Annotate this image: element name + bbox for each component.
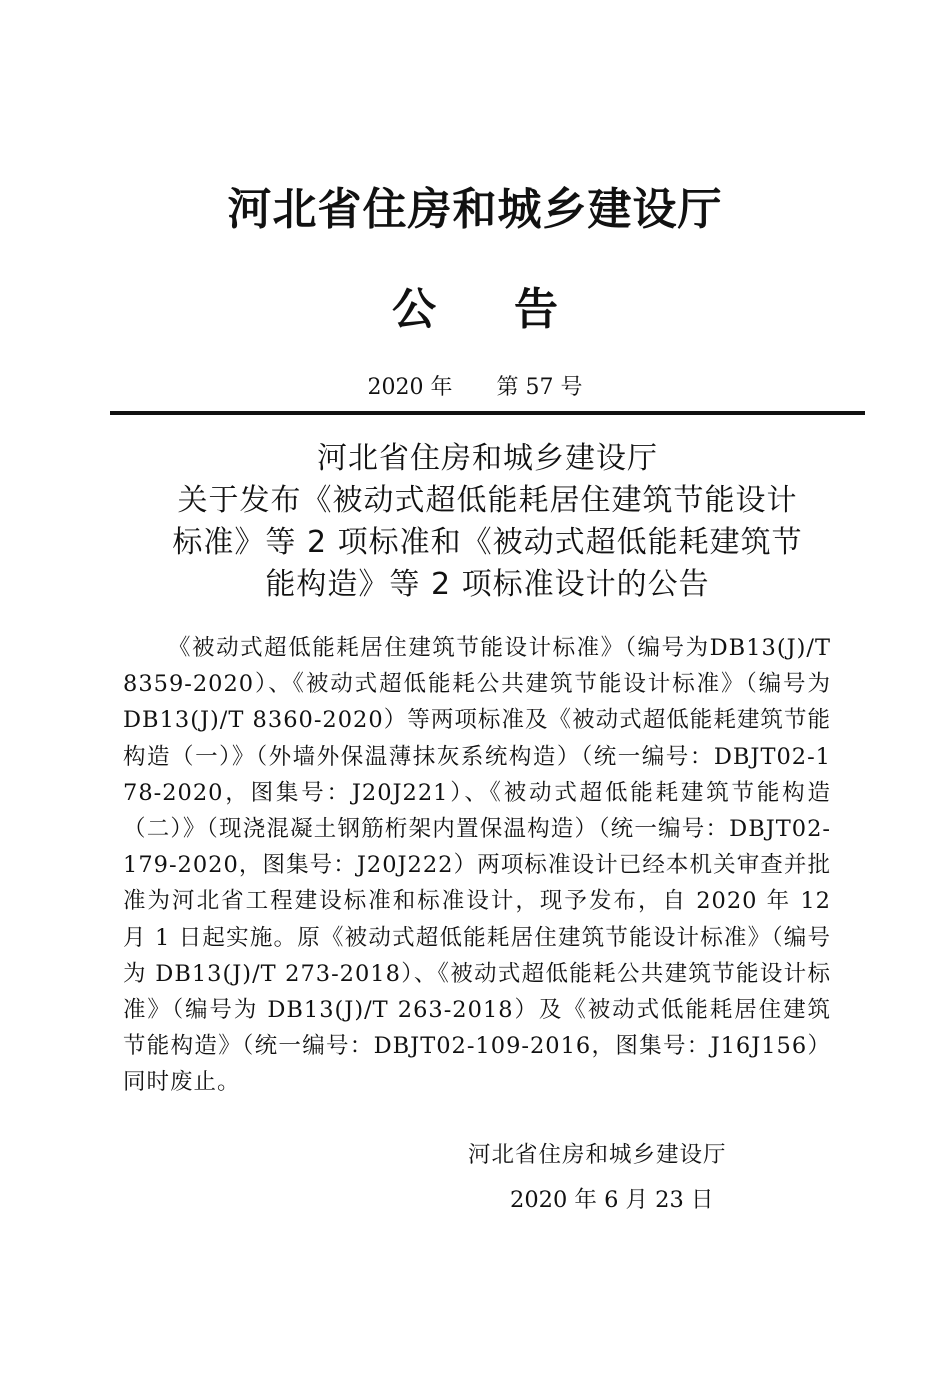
signature-date: 2020 年 6 月 23 日 — [510, 1187, 714, 1213]
issue-seq: 第 57 号 — [496, 375, 583, 400]
document-title — [110, 438, 865, 606]
body-paragraph: 《被动式超低能耗居住建筑节能设计标准》（编号为DB13(J)/T 8359-2020）、《被动式超低能耗公共建筑节能设计标准》（编号为 DB13(J)/T 8360-2020）等两项标准及《被动式超低能耗建筑节能构造（一）》（外墙外保温薄抹灰系统构造）（统一编号：DBJT02-178-2020，图集号：J20J221）、《被动式超低能耗建筑节能构造（二）》（现浇混凝土钢筋桁架内置保温构造）（统一编号：DBJT02-179-2020，图集号：J20J222）两项标准设计已经本机关审查并批准为河北省工程建设标准和标准设计，现予发布，自 2020 年 12 月 1 日起实施。原《被动式超低能耗居住建筑节能设计标准》（编号为 DB13(J)/T 273-2018）、《被动式超低能耗公共建筑节能设计标准》（编号为 DB13(J)/T 263-2018）及《被动式低能耗居住建筑节能构造》（统一编号：DBJT02-109-2016，图集号：J16J156）同时废止。 — [123, 635, 831, 1096]
notice-type-heading — [0, 280, 950, 340]
issue-number — [0, 372, 950, 404]
title-line: 标准》等 2 项标准和《被动式超低能耗建筑节 — [172, 525, 803, 560]
title-line: 关于发布《被动式超低能耗居住建筑节能设计 — [177, 483, 798, 518]
title-line: 能构造》等 2 项标准设计的公告 — [265, 567, 710, 602]
red-header-divider — [110, 411, 865, 415]
issuer-heading: 河北省住房和城乡建设厅 — [227, 184, 723, 235]
issue-year: 2020 年 — [367, 375, 453, 400]
notice-char-gao: 告 — [514, 284, 558, 335]
title-line: 河北省住房和城乡建设厅 — [317, 441, 658, 476]
notice-char-gong: 公 — [392, 284, 436, 335]
signature-organization: 河北省住房和城乡建设厅 — [468, 1142, 727, 1168]
